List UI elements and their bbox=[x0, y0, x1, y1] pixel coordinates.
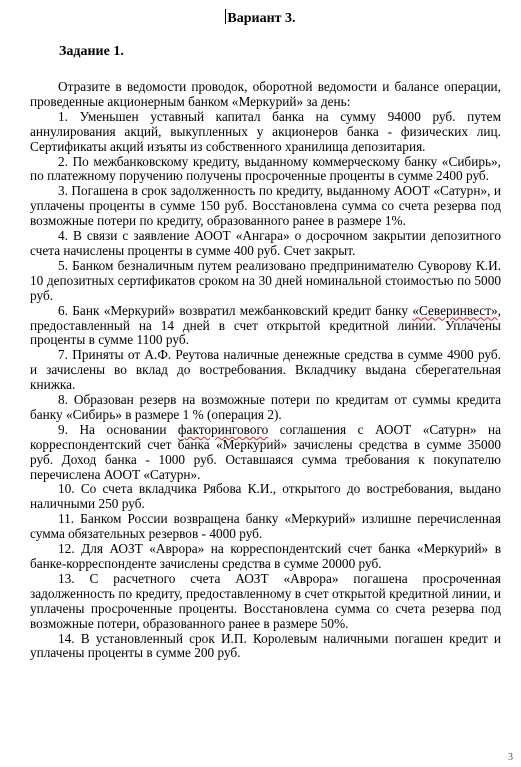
task-title: Задание 1. bbox=[59, 44, 124, 59]
item-paragraph bbox=[30, 423, 501, 483]
item-text: 9. На основании bbox=[58, 421, 178, 437]
variant-title-text: Вариант 3. bbox=[227, 11, 296, 26]
item-paragraph: 7. Приняты от А.Ф. Реутова наличные денежные средства в сумме 4900 руб. и зачислены во вклад до востребования. Вкладчику выдана сберегательная книжка. bbox=[30, 347, 501, 393]
variant-title bbox=[0, 9, 521, 28]
item-paragraph: 5. Банком безналичным путем реализовано предпринимателю Суворову К.И. 10 депозитных сертификатов сроком на 30 дней номинальной стоимостью по 5000 руб. bbox=[30, 257, 501, 303]
item-paragraph: 11. Банком России возвращена банку «Меркурий» излишне перечисленная сумма обязательных резервов - 4000 руб. bbox=[30, 511, 501, 542]
item-paragraph: 13. С расчетного счета АОЗТ «Аврора» погашена просроченная задолженность по кредиту, предоставленному в счет открытой кредитной линии, и уплачены просроченные проценты. Восстановлена сумма со счета резерва под возможные потери, образованного ранее в размере 50%. bbox=[30, 570, 501, 631]
item-paragraph: 8. Образован резерв на возможные потери по кредитам от суммы кредита банку «Сибирь» в размере 1 % (операция 2). bbox=[30, 392, 501, 422]
item-paragraph: 10. Со счета вкладчика Рябова К.И., открытого до востребования, выдано наличными 250 руб. bbox=[30, 481, 501, 512]
page-number: 3 bbox=[508, 752, 513, 763]
item-paragraph: 4. В связи с заявление АООТ «Ангара» о досрочном закрытии депозитного счета начислены проценты в сумме 400 руб. Счет закрыт. bbox=[30, 228, 501, 258]
document-body[interactable] bbox=[30, 80, 501, 661]
item-text: 6. Банк «Меркурий» возвратил межбанковский кредит банку bbox=[58, 302, 413, 318]
item-paragraph: 1. Уменьшен уставный капитал банка на сумму 94000 руб. путем аннулирования акций, выкупленных у акционеров банка - физических лиц. Сертификаты акций изъяты из собственного хранилища депозитария. bbox=[30, 108, 501, 154]
item-paragraph: 3. Погашена в срок задолженность по кредиту, выданному АООТ «Сатурн», и уплачены проценты в сумме 150 руб. Восстановлена сумма со счета резерва под возможные потери по кредиту, образованного ранее в размере 1%. bbox=[30, 183, 501, 229]
item-text: соглашения с АООТ «Сатурн» на корреспондентский счет банка «Меркурий» зачислены средства в сумме 35000 руб. Доход банка - 1000 руб. Оставшаяся сумма требования к покупателю перечислена АООТ «Сатурн». bbox=[30, 421, 501, 482]
spellcheck-flagged-word: факторингового bbox=[177, 421, 269, 437]
item-paragraph bbox=[30, 304, 501, 349]
item-paragraph: 14. В установленный срок И.П. Королевым наличными погашен кредит и уплачены проценты в сумме 200 руб. bbox=[30, 630, 501, 661]
item-text: , предоставленный на 14 дней в счет открытой кредитной линии. Уплачены проценты в сумме 1100 руб. bbox=[30, 302, 501, 348]
item-paragraph: 12. Для АОЗТ «Аврора» на корреспондентский счет банка «Меркурий» в банке-корреспонденте зачислены средства в сумме 20000 руб. bbox=[30, 541, 501, 571]
item-paragraph: 2. По межбанковскому кредиту, выданному коммерческому банку «Сибирь», по платежному поручению получены просроченные проценты в сумме 2400 руб. bbox=[30, 153, 501, 184]
spellcheck-flagged-word: «Северинвест» bbox=[412, 302, 498, 318]
intro-paragraph: Отразите в ведомости проводок, оборотной ведомости и балансе операции, проведенные акционерным банком «Меркурий» за день: bbox=[30, 79, 501, 109]
